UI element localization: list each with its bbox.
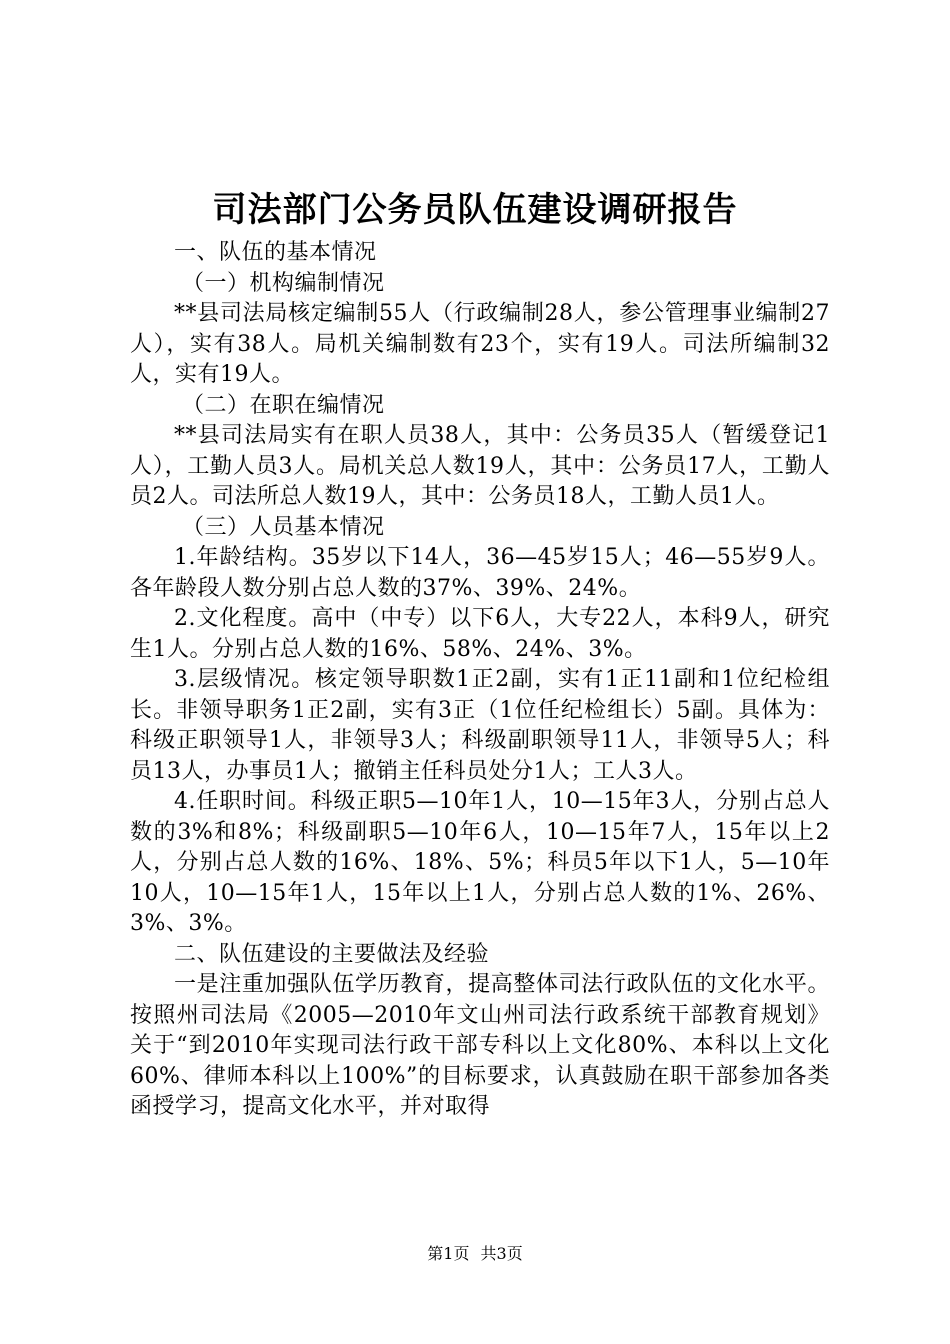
- page-footer: [0, 1244, 950, 1264]
- subsection-heading: （三）人员基本情况: [182, 514, 385, 540]
- body-paragraph: **县司法局核定编制55人（行政编制28人，参公管理事业编制27人），实有38人。局机关编制数有23个，实有19人。司法所编制32人，实有19人。: [130, 301, 830, 387]
- section-heading: 二、队伍建设的主要做法及经验: [174, 941, 490, 967]
- page-number: 第1页: [427, 1244, 470, 1263]
- page-total: 共3页: [480, 1244, 523, 1263]
- body-paragraph: **县司法局实有在职人员38人，其中：公务员35人（暂缓登记1人），工勤人员3人。局机关总人数19人，其中：公务员17人，工勤人员2人。司法所总人数19人，其中：公务员18人，工勤人员1人。: [130, 423, 830, 509]
- subsection-heading: （一）机构编制情况: [182, 270, 385, 296]
- body-paragraph: 4.任职时间。科级正职5—10年1人，10—15年3人，分别占总人数的3%和8%；科级副职5—10年6人，10—15年7人，15年以上2人，分别占总人数的16%、18%、5%；科员5年以下1人，5—10年10人，10—15年1人，15年以上1人，分别占总人数的1%、26%、3%、3%。: [130, 789, 830, 936]
- subsection-heading: （二）在职在编情况: [182, 392, 385, 418]
- body-paragraph: 3.层级情况。核定领导职数1正2副，实有1正11副和1位纪检组长。非领导职务1正2副，实有3正（1位任纪检组长）5副。具体为：科级正职领导1人，非领导3人；科级副职领导11人，非领导5人；科员13人，办事员1人；撤销主任科员处分1人；工人3人。: [130, 667, 830, 784]
- document-body: [130, 238, 830, 1123]
- document-title: 司法部门公务员队伍建设调研报告: [212, 190, 738, 230]
- body-paragraph: 一是注重加强队伍学历教育，提高整体司法行政队伍的文化水平。按照州司法局《2005—2010年文山州司法行政系统干部教育规划》关于“到2010年实现司法行政干部专科以上文化80%、本科以上文化60%、律师本科以上100%”的目标要求，认真鼓励在职干部参加各类函授学习，提高文化水平，并对取得: [130, 972, 830, 1119]
- body-paragraph: 1.年龄结构。35岁以下14人，36—45岁15人；46—55岁9人。各年龄段人数分别占总人数的37%、39%、24%。: [130, 545, 830, 601]
- section-heading: 一、队伍的基本情况: [174, 240, 377, 265]
- body-paragraph: 2.文化程度。高中（中专）以下6人，大专22人，本科9人，研究生1人。分别占总人数的16%、58%、24%、3%。: [130, 606, 830, 662]
